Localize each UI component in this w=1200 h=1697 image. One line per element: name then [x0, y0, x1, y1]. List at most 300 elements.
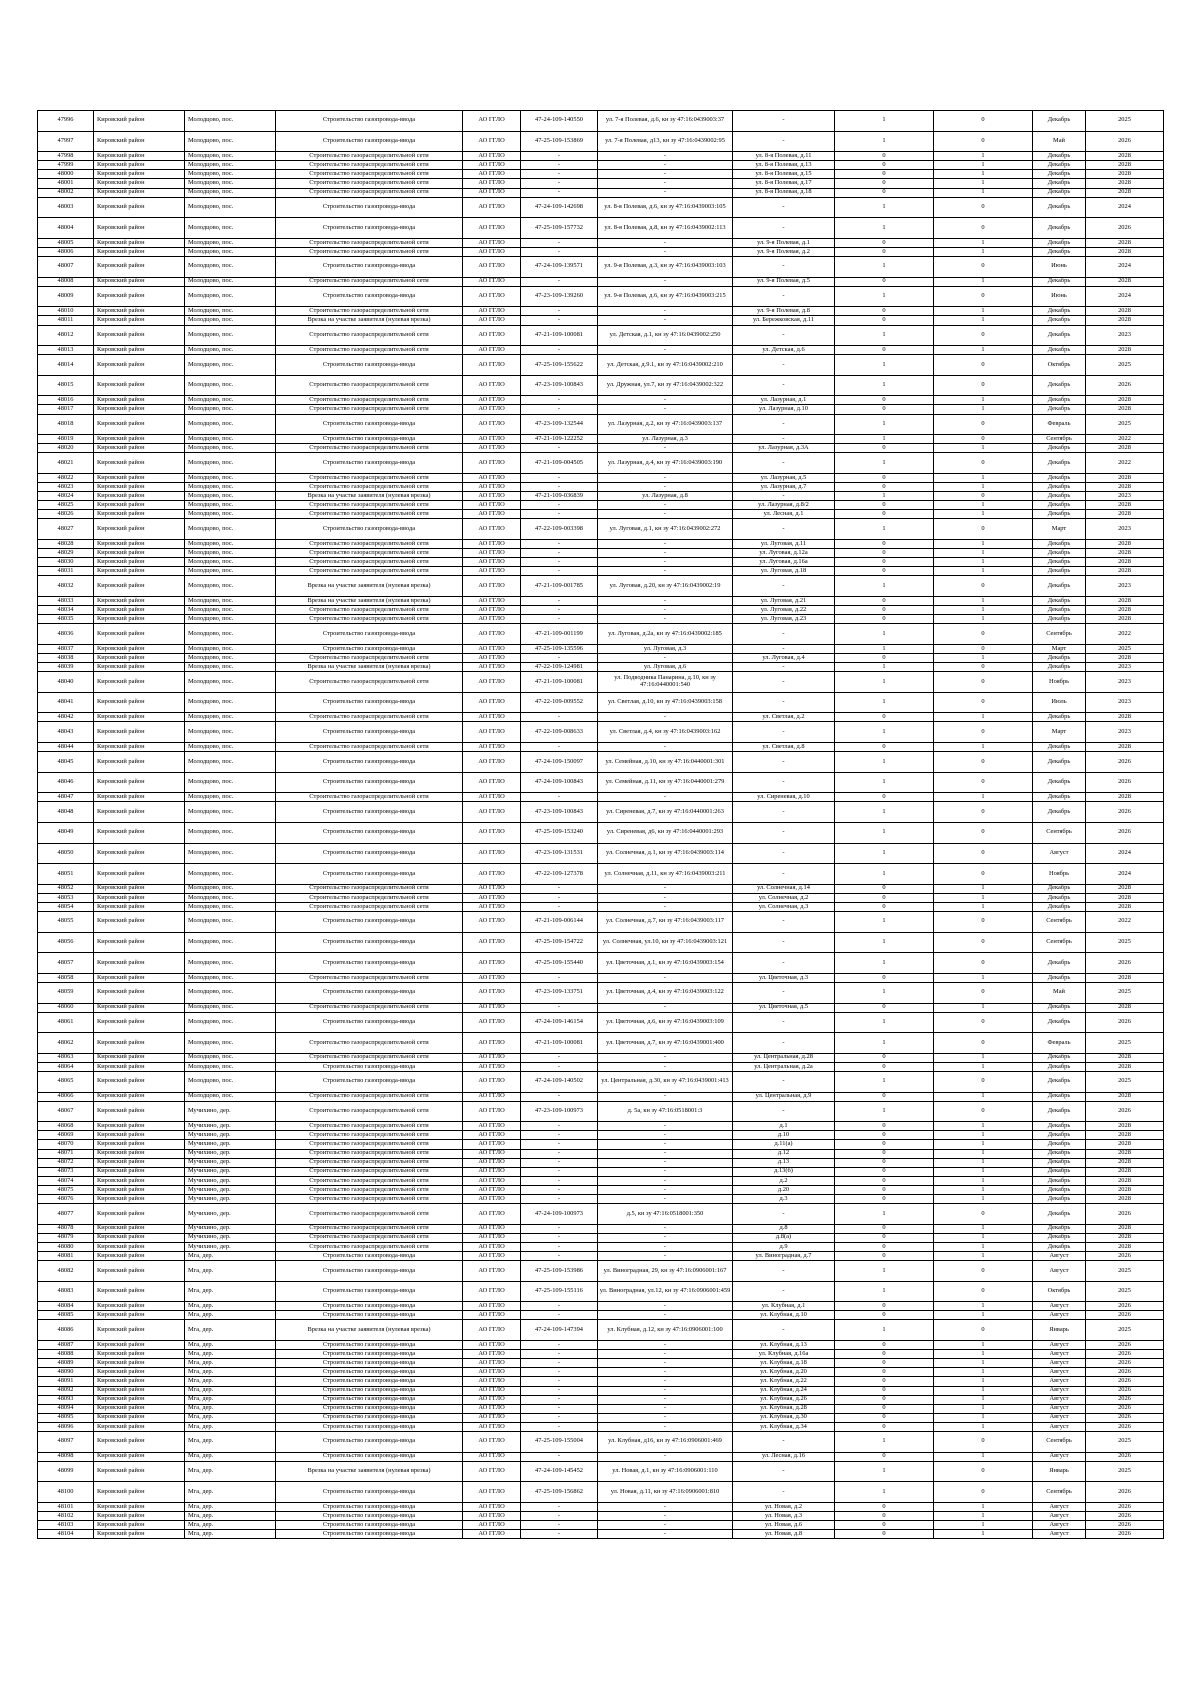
network-count-cell: 0 [934, 864, 1033, 885]
contract-number-cell: - [521, 277, 598, 286]
network-count-cell: 1 [934, 549, 1033, 558]
table-row [38, 1502, 1164, 1511]
network-count-cell: 1 [934, 510, 1033, 519]
district-cell: Кировский район [94, 510, 185, 519]
network-address-cell: - [733, 644, 835, 653]
contract-number-cell: 47-23-109-132544 [521, 414, 598, 435]
month-cell: Декабрь [1033, 473, 1086, 482]
settlement-cell: Молодцово, пос. [185, 902, 276, 911]
settlement-cell: Молодцово, пос. [185, 316, 276, 325]
work-type-cell: Строительство газопровода-ввода [276, 1302, 463, 1311]
district-cell: Кировский район [94, 1224, 185, 1233]
month-cell: Декабрь [1033, 567, 1086, 576]
input-count-cell: 1 [835, 843, 934, 864]
year-cell: 2028 [1086, 1158, 1164, 1167]
year-cell: 2026 [1086, 1341, 1164, 1350]
month-cell: Декабрь [1033, 1053, 1086, 1062]
input-count-cell: 1 [835, 663, 934, 672]
organization-cell: АО ГГЛО [463, 1395, 521, 1404]
contract-number-cell: - [521, 653, 598, 662]
organization-cell: АО ГГЛО [463, 1233, 521, 1242]
month-cell: Август [1033, 1395, 1086, 1404]
network-address-cell: - [733, 131, 835, 152]
work-type-cell: Строительство газопровода-ввода [276, 1071, 463, 1092]
network-address-cell: ул. Новая, д.3 [733, 1511, 835, 1520]
district-cell: Кировский район [94, 316, 185, 325]
organization-cell: АО ГГЛО [463, 1482, 521, 1503]
year-cell: 2028 [1086, 1092, 1164, 1101]
network-count-cell: 1 [934, 1122, 1033, 1131]
network-address-cell: - [733, 414, 835, 435]
network-address-cell: ул. Лазурная, д.7 [733, 483, 835, 492]
month-cell: Декабрь [1033, 663, 1086, 672]
input-count-cell: 1 [835, 752, 934, 773]
settlement-cell: Мучихино, дер. [185, 1140, 276, 1149]
table-row [38, 111, 1164, 132]
organization-cell: АО ГГЛО [463, 1521, 521, 1530]
row-number-cell: 48049 [38, 822, 94, 843]
organization-cell: АО ГГЛО [463, 982, 521, 1003]
network-address-cell: ул. Луговая, д.12а [733, 549, 835, 558]
input-count-cell: 0 [835, 606, 934, 615]
table-row [38, 1404, 1164, 1413]
work-type-cell: Врезка на участке заявителя (нулевая врезка) [276, 316, 463, 325]
table-row [38, 170, 1164, 179]
table-row [38, 1167, 1164, 1176]
input-count-cell: 0 [835, 1140, 934, 1149]
district-cell: Кировский район [94, 405, 185, 414]
district-cell: Кировский район [94, 743, 185, 752]
row-number-cell: 48020 [38, 444, 94, 453]
table-row [38, 1158, 1164, 1167]
applicant-address-cell: - [598, 1422, 733, 1431]
district-cell: Кировский район [94, 772, 185, 793]
organization-cell: АО ГГЛО [463, 375, 521, 396]
settlement-cell: Молодцово, пос. [185, 843, 276, 864]
work-type-cell: Строительство газопровода-ввода [276, 1251, 463, 1260]
settlement-cell: Молодцово, пос. [185, 932, 276, 953]
row-number-cell: 48001 [38, 179, 94, 188]
district-cell: Кировский район [94, 453, 185, 474]
row-number-cell: 48025 [38, 501, 94, 510]
row-number-cell: 48039 [38, 663, 94, 672]
settlement-cell: Молодцово, пос. [185, 396, 276, 405]
network-address-cell: - [733, 286, 835, 307]
organization-cell: АО ГГЛО [463, 893, 521, 902]
organization-cell: АО ГГЛО [463, 238, 521, 247]
table-row [38, 576, 1164, 597]
input-count-cell: 0 [835, 1386, 934, 1395]
contract-number-cell: - [521, 170, 598, 179]
year-cell: 2028 [1086, 893, 1164, 902]
network-count-cell: 1 [934, 606, 1033, 615]
contract-number-cell: - [521, 973, 598, 982]
table-row [38, 188, 1164, 197]
row-number-cell: 48012 [38, 325, 94, 346]
settlement-cell: Молодцово, пос. [185, 822, 276, 843]
input-count-cell: 0 [835, 170, 934, 179]
network-address-cell: - [733, 672, 835, 693]
table-row [38, 1003, 1164, 1012]
settlement-cell: Молодцово, пос. [185, 161, 276, 170]
settlement-cell: Мга, дер. [185, 1431, 276, 1452]
month-cell: Декабрь [1033, 1176, 1086, 1185]
month-cell: Февраль [1033, 414, 1086, 435]
input-count-cell: 0 [835, 1413, 934, 1422]
network-count-cell: 1 [934, 1521, 1033, 1530]
year-cell: 2028 [1086, 277, 1164, 286]
table-row [38, 1413, 1164, 1422]
year-cell: 2028 [1086, 1140, 1164, 1149]
district-cell: Кировский район [94, 902, 185, 911]
input-count-cell: 1 [835, 953, 934, 974]
network-count-cell: 0 [934, 111, 1033, 132]
input-count-cell: 0 [835, 1176, 934, 1185]
network-address-cell: - [733, 1101, 835, 1122]
organization-cell: АО ГГЛО [463, 722, 521, 743]
network-count-cell: 1 [934, 1377, 1033, 1386]
year-cell: 2028 [1086, 1122, 1164, 1131]
table-row [38, 692, 1164, 713]
organization-cell: АО ГГЛО [463, 606, 521, 615]
applicant-address-cell: ул. Сиреневая, д.7, кн зу 47:16:0440001:263 [598, 802, 733, 823]
organization-cell: АО ГГЛО [463, 453, 521, 474]
district-cell: Кировский район [94, 1431, 185, 1452]
input-count-cell: 1 [835, 286, 934, 307]
network-address-cell: ул. Клубная, д.16а [733, 1350, 835, 1359]
input-count-cell: 1 [835, 1033, 934, 1054]
row-number-cell: 48013 [38, 346, 94, 355]
row-number-cell: 48097 [38, 1431, 94, 1452]
district-cell: Кировский район [94, 1167, 185, 1176]
input-count-cell: 1 [835, 722, 934, 743]
input-count-cell: 1 [835, 453, 934, 474]
network-count-cell: 1 [934, 346, 1033, 355]
organization-cell: АО ГГЛО [463, 1195, 521, 1204]
settlement-cell: Молодцово, пос. [185, 444, 276, 453]
district-cell: Кировский район [94, 1404, 185, 1413]
network-count-cell: 0 [934, 257, 1033, 278]
network-address-cell: - [733, 843, 835, 864]
row-number-cell: 48038 [38, 653, 94, 662]
month-cell: Февраль [1033, 1033, 1086, 1054]
year-cell: 2028 [1086, 346, 1164, 355]
network-address-cell: - [733, 325, 835, 346]
contract-number-cell: - [521, 1062, 598, 1071]
work-type-cell: Строительство газораспределительной сети [276, 1033, 463, 1054]
year-cell: 2028 [1086, 713, 1164, 722]
contract-number-cell: - [521, 1233, 598, 1242]
district-cell: Кировский район [94, 1071, 185, 1092]
table-row [38, 1482, 1164, 1503]
settlement-cell: Молодцово, пос. [185, 596, 276, 605]
settlement-cell: Молодцово, пос. [185, 414, 276, 435]
contract-number-cell: - [521, 540, 598, 549]
settlement-cell: Молодцово, пос. [185, 152, 276, 161]
work-type-cell: Строительство газораспределительной сети [276, 346, 463, 355]
input-count-cell: 1 [835, 492, 934, 501]
contract-number-cell: 47-23-109-100843 [521, 802, 598, 823]
input-count-cell: 0 [835, 346, 934, 355]
table-row [38, 131, 1164, 152]
network-count-cell: 1 [934, 396, 1033, 405]
network-count-cell: 1 [934, 1359, 1033, 1368]
contract-number-cell: 47-24-109-142698 [521, 197, 598, 218]
month-cell: Сентябрь [1033, 624, 1086, 645]
contract-number-cell: - [521, 1149, 598, 1158]
row-number-cell: 48054 [38, 902, 94, 911]
year-cell: 2026 [1086, 953, 1164, 974]
table-row [38, 179, 1164, 188]
settlement-cell: Мучихино, дер. [185, 1149, 276, 1158]
network-count-cell: 0 [934, 932, 1033, 953]
table-row [38, 1185, 1164, 1194]
network-count-cell: 1 [934, 405, 1033, 414]
district-cell: Кировский район [94, 170, 185, 179]
table-row [38, 501, 1164, 510]
applicant-address-cell: - [598, 596, 733, 605]
network-count-cell: 1 [934, 161, 1033, 170]
contract-number-cell: 47-22-109-008633 [521, 722, 598, 743]
year-cell: 2024 [1086, 197, 1164, 218]
month-cell: Август [1033, 1311, 1086, 1320]
network-address-cell: - [733, 492, 835, 501]
settlement-cell: Мга, дер. [185, 1404, 276, 1413]
network-count-cell: 1 [934, 501, 1033, 510]
settlement-cell: Молодцово, пос. [185, 743, 276, 752]
network-count-cell: 0 [934, 1482, 1033, 1503]
year-cell: 2028 [1086, 1053, 1164, 1062]
table-row [38, 672, 1164, 693]
work-type-cell: Врезка на участке заявителя (нулевая врезка) [276, 1320, 463, 1341]
table-row [38, 743, 1164, 752]
input-count-cell: 1 [835, 1431, 934, 1452]
settlement-cell: Мга, дер. [185, 1302, 276, 1311]
input-count-cell: 0 [835, 653, 934, 662]
contract-number-cell: - [521, 501, 598, 510]
contract-number-cell: - [521, 1422, 598, 1431]
settlement-cell: Молодцово, пос. [185, 644, 276, 653]
network-count-cell: 1 [934, 1224, 1033, 1233]
year-cell: 2028 [1086, 1131, 1164, 1140]
input-count-cell: 0 [835, 902, 934, 911]
network-count-cell: 0 [934, 286, 1033, 307]
year-cell: 2026 [1086, 1521, 1164, 1530]
organization-cell: АО ГГЛО [463, 624, 521, 645]
year-cell: 2028 [1086, 606, 1164, 615]
network-count-cell: 1 [934, 1185, 1033, 1194]
network-address-cell: д.11(а) [733, 1140, 835, 1149]
organization-cell: АО ГГЛО [463, 346, 521, 355]
settlement-cell: Молодцово, пос. [185, 864, 276, 885]
settlement-cell: Мучихино, дер. [185, 1131, 276, 1140]
applicant-address-cell: - [598, 884, 733, 893]
month-cell: Декабрь [1033, 540, 1086, 549]
network-address-cell: ул. Клубная, д.10 [733, 1311, 835, 1320]
settlement-cell: Мга, дер. [185, 1521, 276, 1530]
contract-number-cell: - [521, 473, 598, 482]
work-type-cell: Строительство газопровода-ввода [276, 843, 463, 864]
network-count-cell: 1 [934, 307, 1033, 316]
row-number-cell: 48069 [38, 1131, 94, 1140]
organization-cell: АО ГГЛО [463, 1461, 521, 1482]
year-cell: 2023 [1086, 663, 1164, 672]
input-count-cell: 1 [835, 1101, 934, 1122]
month-cell: Сентябрь [1033, 912, 1086, 933]
settlement-cell: Молодцово, пос. [185, 893, 276, 902]
contract-number-cell: - [521, 510, 598, 519]
applicant-address-cell: ул. Сиреневая, д6, кн зу 47:16:0440001:293 [598, 822, 733, 843]
table-row [38, 1092, 1164, 1101]
table-row [38, 772, 1164, 793]
network-count-cell: 1 [934, 1053, 1033, 1062]
table-row [38, 558, 1164, 567]
month-cell: Декабрь [1033, 1242, 1086, 1251]
table-row [38, 793, 1164, 802]
settlement-cell: Молодцово, пос. [185, 492, 276, 501]
applicant-address-cell: - [598, 1502, 733, 1511]
work-type-cell: Строительство газораспределительной сети [276, 1140, 463, 1149]
network-address-cell: - [733, 912, 835, 933]
contract-number-cell: - [521, 1122, 598, 1131]
organization-cell: АО ГГЛО [463, 1431, 521, 1452]
organization-cell: АО ГГЛО [463, 492, 521, 501]
year-cell: 2026 [1086, 1502, 1164, 1511]
network-count-cell: 0 [934, 912, 1033, 933]
table-row [38, 1431, 1164, 1452]
district-cell: Кировский район [94, 1233, 185, 1242]
month-cell: Декабрь [1033, 802, 1086, 823]
network-count-cell: 0 [934, 752, 1033, 773]
network-address-cell: ул. Луговая, д.23 [733, 615, 835, 624]
organization-cell: АО ГГЛО [463, 1320, 521, 1341]
organization-cell: АО ГГЛО [463, 549, 521, 558]
year-cell: 2023 [1086, 672, 1164, 693]
work-type-cell: Строительство газораспределительной сети [276, 501, 463, 510]
month-cell: Декабрь [1033, 1204, 1086, 1225]
contract-number-cell: - [521, 549, 598, 558]
network-count-cell: 0 [934, 1461, 1033, 1482]
input-count-cell: 0 [835, 1053, 934, 1062]
table-row [38, 1320, 1164, 1341]
table-row [38, 1140, 1164, 1149]
network-count-cell: 1 [934, 893, 1033, 902]
row-number-cell: 48030 [38, 558, 94, 567]
month-cell: Декабрь [1033, 375, 1086, 396]
input-count-cell: 0 [835, 161, 934, 170]
applicant-address-cell: ул. 9-я Полевая, д.6, кн зу 47:16:0439003:215 [598, 286, 733, 307]
row-number-cell: 48079 [38, 1233, 94, 1242]
network-address-cell: - [733, 624, 835, 645]
settlement-cell: Мучихино, дер. [185, 1167, 276, 1176]
year-cell: 2028 [1086, 884, 1164, 893]
work-type-cell: Строительство газопровода-ввода [276, 624, 463, 645]
settlement-cell: Молодцово, пос. [185, 188, 276, 197]
work-type-cell: Врезка на участке заявителя (нулевая врезка) [276, 576, 463, 597]
row-number-cell: 48064 [38, 1062, 94, 1071]
applicant-address-cell: ул. Цветочная, д.1, кн зу 47:16:0439003:154 [598, 953, 733, 974]
year-cell: 2025 [1086, 355, 1164, 376]
organization-cell: АО ГГЛО [463, 1413, 521, 1422]
work-type-cell: Строительство газораспределительной сети [276, 653, 463, 662]
contract-number-cell: 47-22-109-009552 [521, 692, 598, 713]
work-type-cell: Строительство газопровода-ввода [276, 197, 463, 218]
network-count-cell: 1 [934, 1242, 1033, 1251]
year-cell: 2026 [1086, 1386, 1164, 1395]
district-cell: Кировский район [94, 1311, 185, 1320]
year-cell: 2028 [1086, 653, 1164, 662]
contract-number-cell: - [521, 1395, 598, 1404]
contract-number-cell: - [521, 615, 598, 624]
network-address-cell: д.8 [733, 1224, 835, 1233]
month-cell: Декабрь [1033, 893, 1086, 902]
work-type-cell: Строительство газопровода-ввода [276, 1261, 463, 1282]
input-count-cell: 0 [835, 1502, 934, 1511]
table-row [38, 843, 1164, 864]
month-cell: Декабрь [1033, 1122, 1086, 1131]
district-cell: Кировский район [94, 864, 185, 885]
district-cell: Кировский район [94, 257, 185, 278]
year-cell: 2023 [1086, 519, 1164, 540]
contract-number-cell: - [521, 152, 598, 161]
contract-number-cell: - [521, 713, 598, 722]
district-cell: Кировский район [94, 822, 185, 843]
network-count-cell: 1 [934, 1386, 1033, 1395]
network-count-cell: 0 [934, 576, 1033, 597]
settlement-cell: Молодцово, пос. [185, 1071, 276, 1092]
row-number-cell: 48028 [38, 540, 94, 549]
applicant-address-cell: - [598, 549, 733, 558]
input-count-cell: 0 [835, 743, 934, 752]
network-count-cell: 0 [934, 822, 1033, 843]
year-cell: 2028 [1086, 793, 1164, 802]
year-cell: 2028 [1086, 1003, 1164, 1012]
contract-number-cell: 47-21-109-100081 [521, 1033, 598, 1054]
month-cell: Декабрь [1033, 752, 1086, 773]
district-cell: Кировский район [94, 932, 185, 953]
settlement-cell: Молодцово, пос. [185, 453, 276, 474]
table-row [38, 346, 1164, 355]
work-type-cell: Строительство газопровода-ввода [276, 519, 463, 540]
row-number-cell: 48092 [38, 1386, 94, 1395]
network-address-cell: ул. Лесная, д.1 [733, 510, 835, 519]
work-type-cell: Строительство газораспределительной сети [276, 277, 463, 286]
work-type-cell: Строительство газопровода-ввода [276, 1368, 463, 1377]
month-cell: Декабрь [1033, 793, 1086, 802]
district-cell: Кировский район [94, 1377, 185, 1386]
input-count-cell: 0 [835, 277, 934, 286]
row-number-cell: 48042 [38, 713, 94, 722]
settlement-cell: Молодцово, пос. [185, 772, 276, 793]
row-number-cell: 48062 [38, 1033, 94, 1054]
table-row [38, 483, 1164, 492]
applicant-address-cell: - [598, 893, 733, 902]
work-type-cell: Строительство газопровода-ввода [276, 1452, 463, 1461]
input-count-cell: 0 [835, 405, 934, 414]
network-address-cell: ул. Лазурная, д.1 [733, 396, 835, 405]
organization-cell: АО ГГЛО [463, 1053, 521, 1062]
district-cell: Кировский район [94, 1261, 185, 1282]
input-count-cell: 1 [835, 864, 934, 885]
contract-number-cell: - [521, 396, 598, 405]
input-count-cell: 0 [835, 713, 934, 722]
table-row [38, 1311, 1164, 1320]
settlement-cell: Мга, дер. [185, 1395, 276, 1404]
applicant-address-cell: ул. Солнечная, д.1, кн зу 47:16:0439003:114 [598, 843, 733, 864]
organization-cell: АО ГГЛО [463, 247, 521, 256]
work-type-cell: Строительство газопровода-ввода [276, 1530, 463, 1539]
work-type-cell: Строительство газораспределительной сети [276, 1233, 463, 1242]
